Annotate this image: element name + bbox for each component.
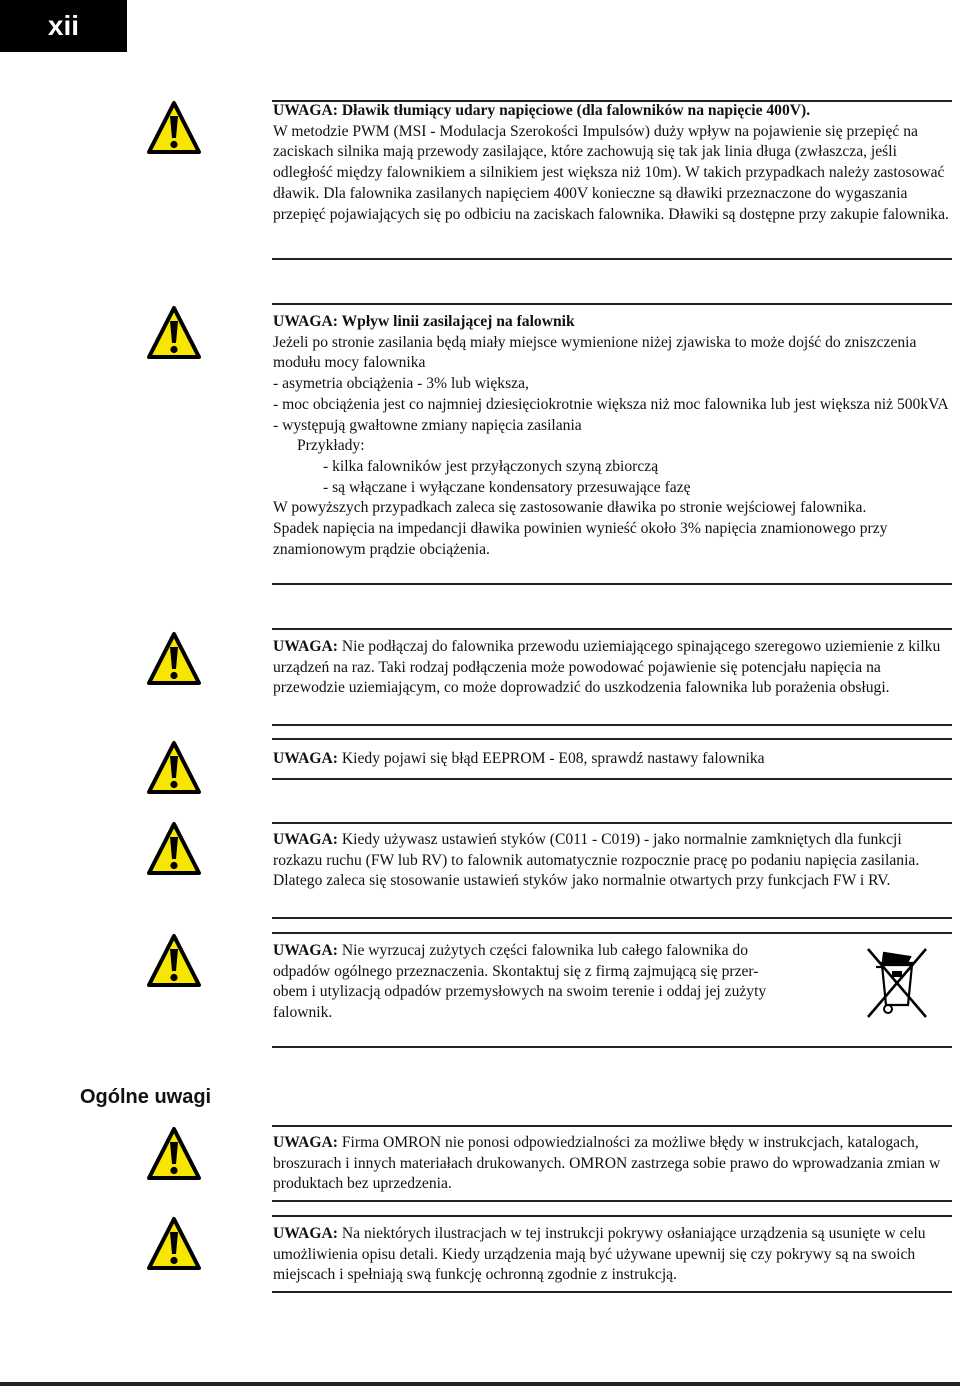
section-rule	[272, 303, 952, 305]
section-rule	[272, 1200, 952, 1202]
warning-line: - występują gwałtowne zmiany napięcia zasilania	[273, 416, 582, 434]
warning-block-covers	[273, 1224, 953, 1286]
warning-line: - asymetria obciążenia - 3% lub większa,	[273, 375, 529, 393]
warning-text: Na niektórych ilustracjach w tej instrukcji pokrywy osłaniające urządzenia są usunięte w celu umożliwienia opisu detali. Kiedy urządzenia mają być używane upewnij się czy pokrywy są na swoich miejscach i spełniają swą funkcję ochronną zgodnie z instrukcją.	[273, 1225, 926, 1284]
warning-line: W powyższych przypadkach zaleca się zastosowanie dławika po stronie wejściowej falownika.	[273, 499, 867, 517]
section-rule	[272, 917, 952, 919]
warning-block-eeprom	[273, 749, 953, 770]
section-rule	[272, 583, 952, 585]
section-rule	[272, 258, 952, 260]
section-heading: Ogólne uwagi	[80, 1086, 212, 1108]
warning-triangle-icon	[146, 740, 202, 796]
warning-label: UWAGA:	[273, 1225, 338, 1242]
warning-text: Nie podłączaj do falownika przewodu uziemiającego spinającego szeregowo uziemienie z kilku urządzeń na raz. Taki rodzaj podłączenia może powodować pojawienie się potencjału napięcia na przewodzie uziemiającym, co może doprowadzić do uszkodzenia falownika lub porażenia obsługi.	[273, 638, 941, 697]
warning-block-grounding	[273, 637, 953, 699]
section-rule	[272, 628, 952, 630]
warning-label: UWAGA:	[273, 750, 338, 767]
warning-line: Jeżeli po stronie zasilania będą miały miejsce wymienione niżej zjawiska to może dojść do zniszczenia modułu mocy falownika	[273, 333, 917, 372]
warning-block-disposal	[273, 941, 843, 1024]
section-rule	[272, 724, 952, 726]
page-bottom-rule	[0, 1382, 960, 1386]
warning-text: falownik.	[273, 1004, 333, 1022]
warning-block-supply-line	[273, 312, 953, 560]
warning-label: UWAGA:	[273, 1134, 338, 1151]
section-rule	[272, 932, 952, 934]
warning-triangle-icon	[146, 1216, 202, 1272]
warning-text: Nie wyrzucaj zużytych części falownika lub całego falownika do	[337, 942, 749, 959]
section-rule	[272, 778, 952, 780]
warning-line: - moc obciążenia jest co najmniej dziesięciokrotnie większa niż moc falownika lub jest większa niż 500kVA	[273, 395, 949, 413]
warning-triangle-icon	[146, 1126, 202, 1182]
section-rule	[272, 1291, 952, 1293]
warning-label: UWAGA:	[273, 831, 338, 848]
example-item: - kilka falowników jest przyłączonych szyną zbiorczą	[323, 457, 659, 475]
page-number-tab: xii	[0, 0, 127, 52]
section-rule	[272, 738, 952, 740]
warning-label: UWAGA: Dławik tłumiący udary napięciowe (dla falowników na napięcie 400V).	[273, 102, 811, 119]
warning-label: UWAGA:	[273, 638, 338, 655]
warning-line: Spadek napięcia na impedancji dławika powinien wynieść około 3% napięcia znamionowego przy znamionowym prądzie obciążenia.	[273, 520, 888, 558]
section-rule	[272, 1046, 952, 1048]
warning-text: obem i utylizacją odpadów przemysłowych na swoim terenie i oddaj jej zużyty	[273, 983, 767, 1001]
section-rule	[272, 822, 952, 824]
warning-text: Firma OMRON nie ponosi odpowiedzialności za możliwe błędy w instrukcjach, katalogach, broszurach i innych materiałach drukowanych. OMRON zastrzega sobie prawo do wprowadzania zmian w produktach bez uprzedzenia.	[273, 1134, 941, 1193]
warning-block-contacts	[273, 830, 953, 892]
warning-triangle-icon	[146, 821, 202, 877]
example-item: - są włączane i wyłączane kondensatory przesuwające fazę	[323, 478, 691, 496]
warning-text: Kiedy używasz ustawień styków (C011 - C019) - jako normalnie zamkniętych dla funkcji rozkazu ruchu (FW lub RV) to falownik automatycznie rozpocznie pracę po podaniu napięcia zasilania. Dlatego zaleca się stosowanie ustawień styków jako normalnie otwartych przy funkcjach FW i RV.	[273, 831, 920, 890]
warning-triangle-icon	[146, 631, 202, 687]
warning-text: W metodzie PWM (MSI - Modulacja Szerokości Impulsów) duży wpływ na pojawienie się przepięć na zaciskach silnika mają przewody zasilające, które zachowują się tak jak linia długa (zwłaszcza, jeśli odległość między falownikiem a silnikiem jest większa niż 10m). W takich przypadkach należy zastosować dławik. Dla falownika zasilanych napięciem 400V konieczne są dławiki przeznaczone do wygaszania przepięć pojawiających się po odbiciu na zaciskach falownika. Dławiki są dostępne przy zakupie falownika.	[273, 122, 949, 223]
warning-label: UWAGA: Wpływ linii zasilającej na falownik	[273, 313, 575, 330]
warning-block-pwm-choke	[273, 101, 953, 225]
warning-triangle-icon	[146, 100, 202, 156]
warning-label: UWAGA:	[273, 942, 338, 959]
crossed-out-wheelie-bin-icon	[862, 943, 932, 1021]
warning-block-liability	[273, 1133, 953, 1195]
warning-text: Kiedy pojawi się błąd EEPROM - E08, sprawdź nastawy falownika	[337, 750, 765, 767]
section-rule	[272, 1125, 952, 1127]
warning-triangle-icon	[146, 933, 202, 989]
warning-text: odpadów ogólnego przeznaczenia. Skontaktuj się z firmą zajmującą się przer-	[273, 962, 759, 980]
warning-triangle-icon	[146, 305, 202, 361]
section-rule	[272, 1215, 952, 1217]
examples-label: Przykłady:	[297, 437, 365, 455]
